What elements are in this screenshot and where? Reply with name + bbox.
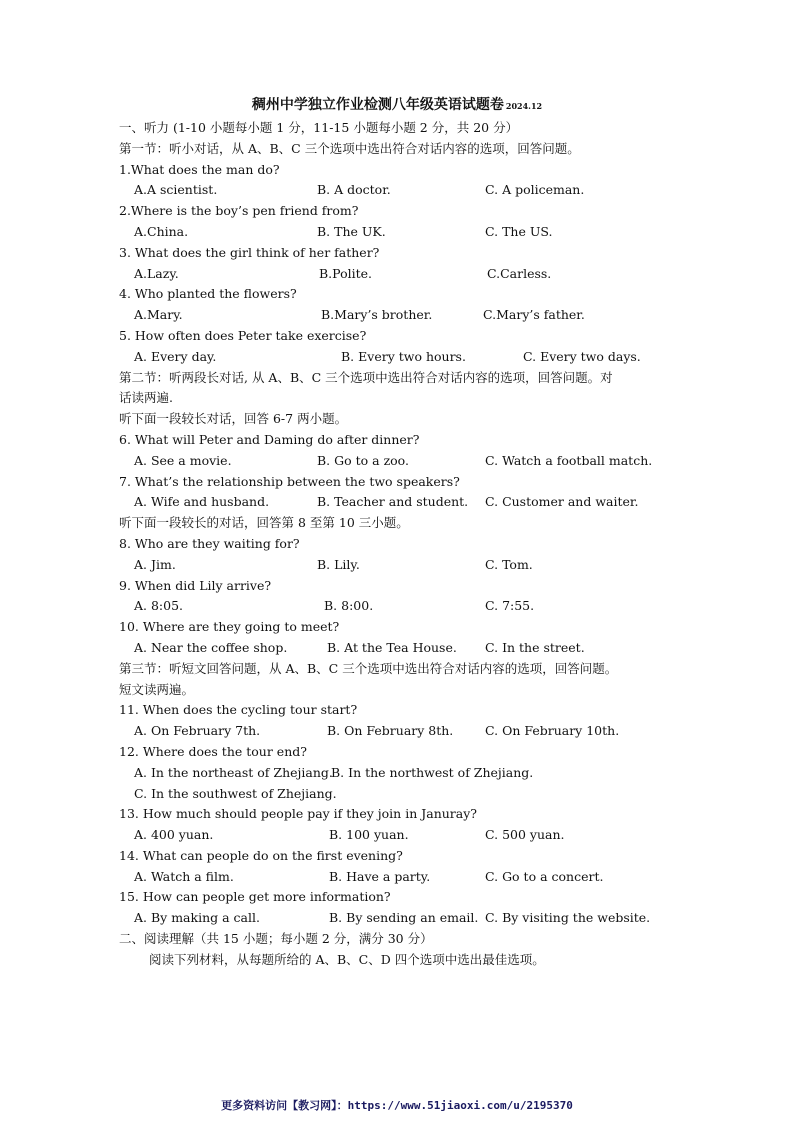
option-b: B. On February 8th. (327, 723, 454, 739)
options-2 (119, 222, 679, 243)
option-c: C. A policeman. (485, 182, 585, 198)
options-11 (119, 721, 679, 742)
option-c: C.Carless. (487, 265, 552, 281)
question-11: 11. When does the cycling tour start? (119, 702, 358, 718)
option-a: A.Lazy. (134, 265, 179, 281)
question-7: 7. What’s the relationship between the two speakers? (119, 473, 460, 489)
option-b: B. 8:00. (324, 598, 374, 614)
section-heading-reading: 二、阅读理解（共 15 小题；每小题 2 分，满分 30 分） (119, 931, 433, 947)
option-b: B. Every two hours. (341, 348, 466, 364)
options-3 (119, 264, 679, 285)
question-8: 8. Who are they waiting for? (119, 535, 300, 551)
question-1: 1.What does the man do? (119, 161, 280, 177)
option-c: C. Go to a concert. (485, 868, 604, 884)
question-14: 14. What can people do on the first evening? (119, 847, 403, 863)
options-6 (119, 451, 679, 472)
option-c: C. By visiting the website. (485, 910, 651, 926)
option-b: B.Mary’s brother. (321, 307, 433, 323)
option-b: B. Have a party. (329, 868, 431, 884)
reading-instruction: 阅读下列材料，从每题所给的 A、B、C、D 四个选项中选出最佳选项。 (149, 951, 545, 967)
option-a: A. Every day. (134, 348, 217, 364)
option-c: C. Tom. (485, 556, 533, 572)
options-13 (119, 825, 679, 846)
part3-instruction: 第三节：听短文回答问题，从 A、B、C 三个选项中选出符合对话内容的选项，回答问题。 (119, 660, 618, 676)
question-2: 2.Where is the boy’s pen friend from? (119, 203, 359, 219)
option-b: B. A doctor. (317, 182, 391, 198)
options-7 (119, 492, 679, 513)
section-heading-listening: 一、听力 (1-10 小题每小题 1 分，11-15 小题每小题 2 分，共 20 分） (119, 120, 519, 135)
question-9: 9. When did Lily arrive? (119, 577, 272, 593)
option-c: C. Every two days. (523, 348, 641, 364)
options-12-cont (119, 784, 679, 805)
option-a: A.A scientist. (134, 182, 218, 198)
part2-instruction-cont: 话读两遍. (119, 390, 173, 406)
option-c: C. On February 10th. (485, 723, 620, 739)
option-b: B. Lily. (317, 556, 360, 572)
option-a: A. Near the coffee shop. (134, 639, 288, 655)
option-c: C.Mary’s father. (483, 307, 585, 323)
option-c: C. 500 yuan. (485, 827, 565, 843)
exam-body (119, 118, 679, 971)
question-12: 12. Where does the tour end? (119, 743, 307, 759)
option-a: A. Jim. (134, 556, 176, 572)
question-13: 13. How much should people pay if they join in Januray? (119, 806, 477, 822)
question-15: 15. How can people get more information? (119, 889, 391, 905)
option-c: C. Customer and waiter. (485, 494, 639, 510)
option-a: A. See a movie. (134, 452, 232, 468)
dialog2-instruction: 听下面一段较长的对话，回答第 8 至第 10 三小题。 (119, 515, 409, 531)
options-14 (119, 867, 679, 888)
question-6: 6. What will Peter and Daming do after dinner? (119, 431, 420, 447)
option-b: B. In the northwest of Zhejiang. (331, 764, 534, 780)
options-15 (119, 908, 679, 929)
option-a: A.China. (134, 223, 189, 239)
question-3: 3. What does the girl think of her father? (119, 244, 380, 260)
option-b: B. Teacher and student. (317, 494, 469, 510)
part1-instruction: 第一节：听小对话，从 A、B、C 三个选项中选出符合对话内容的选项，回答问题。 (119, 140, 580, 156)
option-b: B. Go to a zoo. (317, 452, 409, 468)
option-a: A. On February 7th. (134, 723, 261, 739)
question-4: 4. Who planted the flowers? (119, 286, 297, 302)
options-8 (119, 555, 679, 576)
option-c: C. In the street. (485, 639, 585, 655)
option-a: A. 8:05. (134, 598, 184, 614)
option-a: A. In the northeast of Zhejiang. (134, 764, 333, 780)
options-12 (119, 763, 679, 784)
part3-instruction-cont: 短文读两遍。 (119, 681, 195, 697)
option-a: A. Wife and husband. (134, 494, 270, 510)
options-10 (119, 638, 679, 659)
option-a: A. By making a call. (134, 910, 260, 926)
options-9 (119, 596, 679, 617)
option-c: C. Watch a football match. (485, 452, 653, 468)
option-b: B. The UK. (317, 223, 386, 239)
option-b: B. At the Tea House. (327, 639, 457, 655)
title-text: 稠州中学独立作业检测八年级英语试题卷 (251, 97, 504, 113)
option-b: B. 100 yuan. (329, 827, 409, 843)
title-date: 2024.12 (505, 101, 543, 111)
options-1 (119, 180, 679, 201)
dialog1-instruction: 听下面一段较长对话，回答 6-7 两小题。 (119, 411, 348, 427)
option-c: C. The US. (485, 223, 553, 239)
question-5: 5. How often does Peter take exercise? (119, 327, 367, 343)
option-a: A. Watch a film. (134, 868, 234, 884)
footer-link-text: 更多资料访问【教习网】：https://www.51jiaoxi.com/u/2195370 (221, 1099, 573, 1112)
option-c: C. 7:55. (485, 598, 535, 614)
page-title (0, 95, 794, 116)
option-a: A. 400 yuan. (134, 827, 214, 843)
question-10: 10. Where are they going to meet? (119, 619, 340, 635)
options-4 (119, 305, 679, 326)
option-c: C. In the southwest of Zhejiang. (134, 785, 337, 801)
option-b: B. By sending an email. (329, 910, 479, 926)
part2-instruction: 第二节：听两段长对话, 从 A、B、C 三个选项中选出符合对话内容的选项，回答问题。对 (119, 369, 613, 385)
option-a: A.Mary. (134, 307, 183, 323)
options-5 (119, 347, 679, 368)
option-b: B.Polite. (319, 265, 372, 281)
